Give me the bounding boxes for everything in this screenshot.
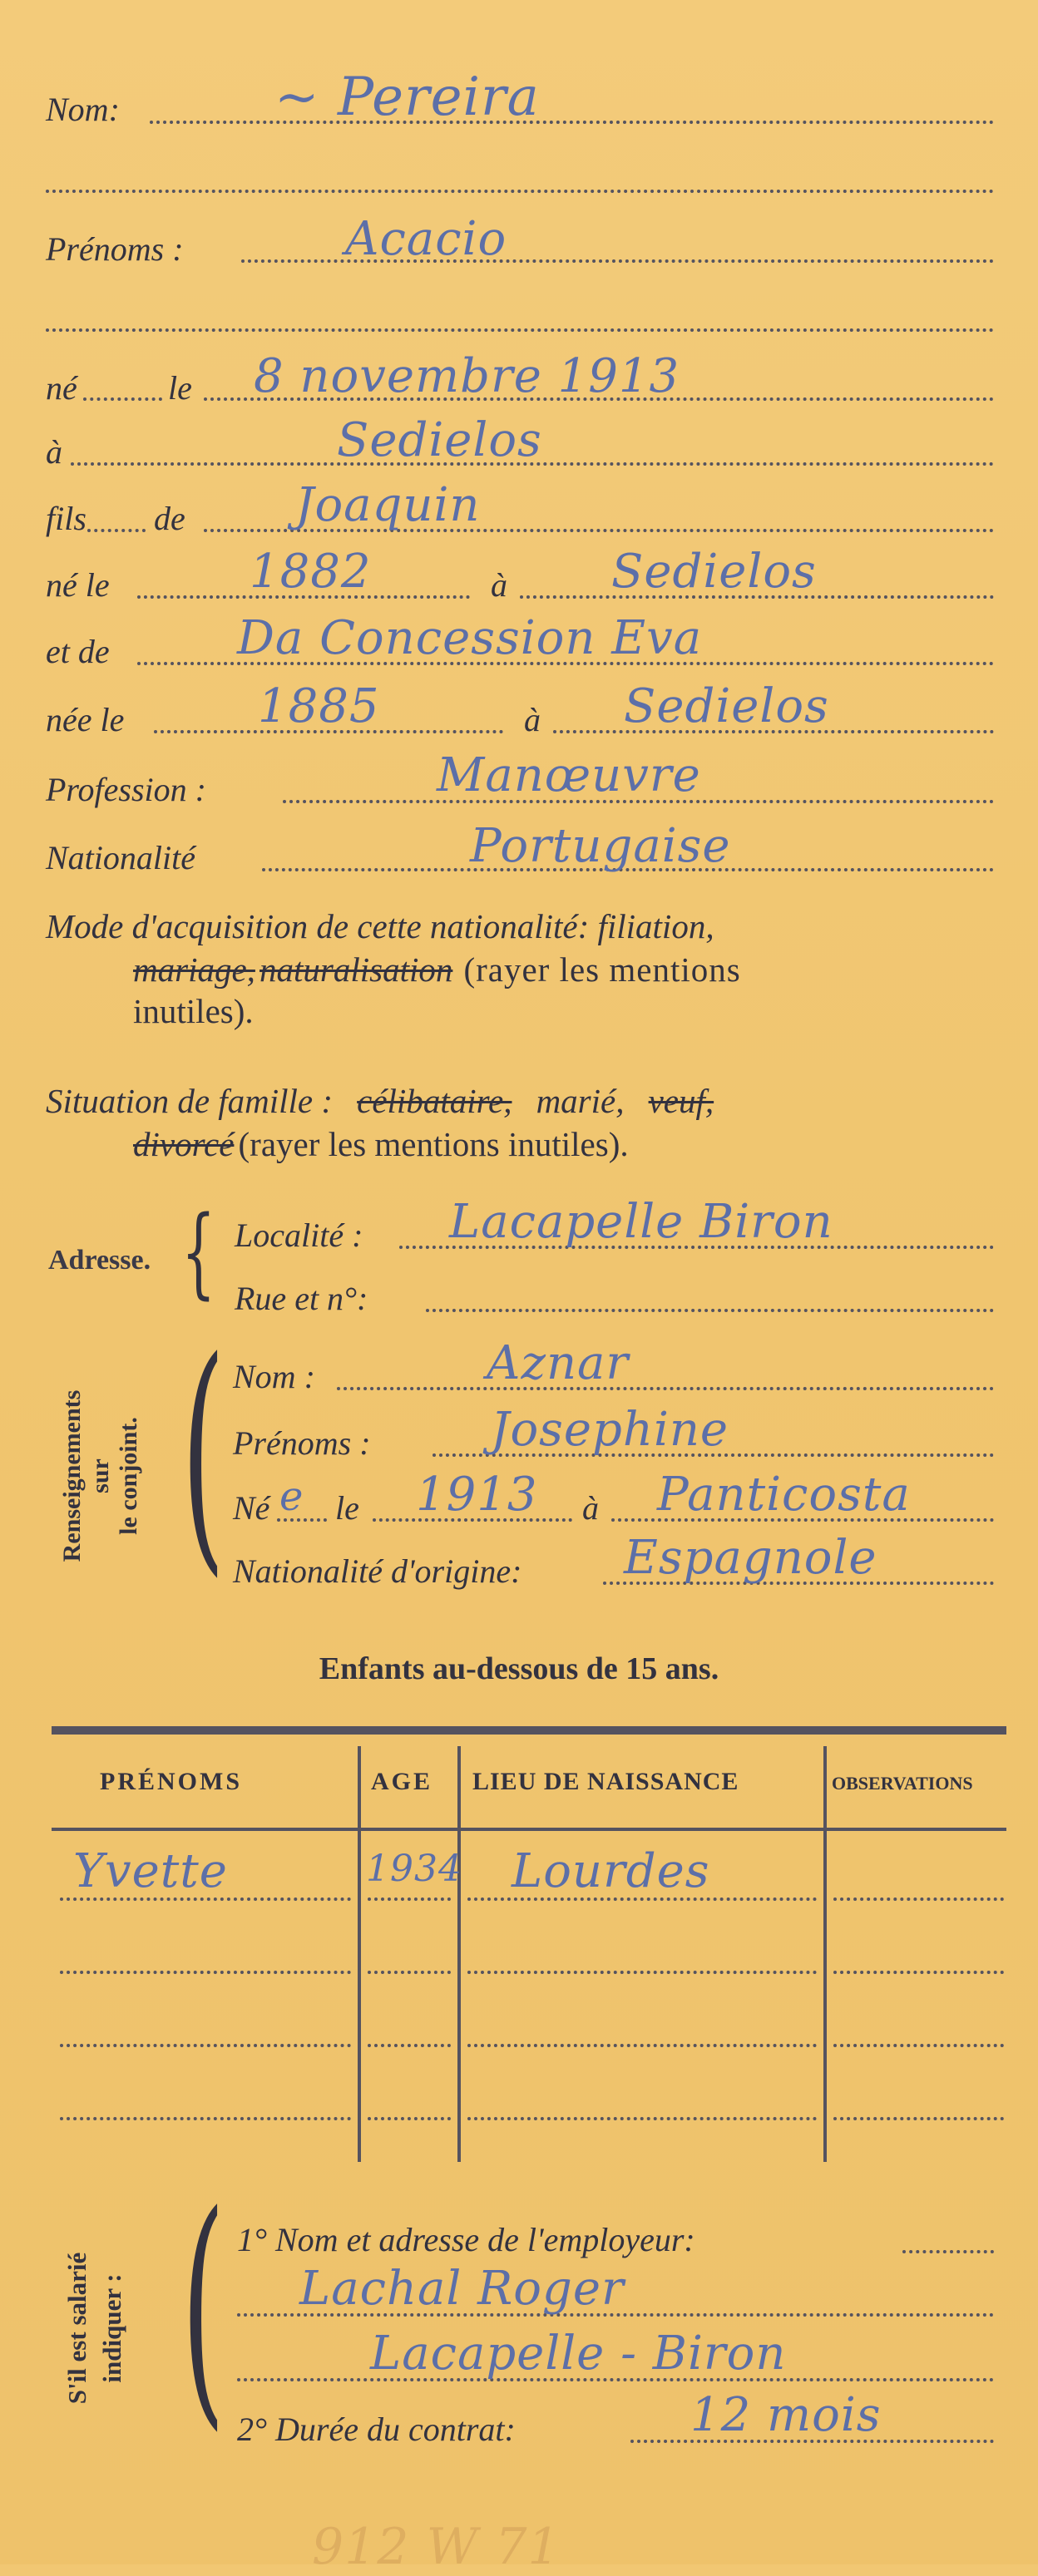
- prenoms-label: Prénoms :: [46, 230, 184, 268]
- table-col-rule-1: [358, 1746, 361, 2162]
- salarie-side-label: [60, 2203, 130, 2453]
- conjoint-a-value: Panticosta: [657, 1468, 911, 1522]
- mere-nee-value: 1885: [258, 679, 380, 733]
- nom-dots-2: [46, 190, 994, 193]
- conjoint-prenoms-label: Prénoms :: [233, 1424, 371, 1462]
- th-age: AGE: [371, 1768, 433, 1795]
- enfant-prenom: Yvette: [73, 1844, 228, 1898]
- situation-divorce: divorcé: [133, 1125, 235, 1163]
- mere-a-value: Sedielos: [624, 679, 829, 733]
- conjoint-nom-value: Aznar: [487, 1336, 630, 1390]
- row3-dots-lieu: [467, 2044, 817, 2047]
- profession-value: Manœuvre: [437, 748, 701, 802]
- ne-le-label: le: [168, 369, 192, 407]
- conjoint-nom-label: Nom :: [233, 1358, 315, 1395]
- fils-value: Joaquin: [295, 478, 481, 532]
- enfants-title: Enfants au-dessous de 15 ans.: [319, 1651, 719, 1686]
- row2-dots-lieu: [467, 1971, 817, 1974]
- duree-label: 2° Durée du contrat:: [237, 2411, 516, 2448]
- a-value: Sedielos: [337, 413, 542, 467]
- pere-a-label: à: [491, 566, 507, 604]
- row4-dots-age: [368, 2117, 451, 2120]
- duree-value: 12 mois: [690, 2388, 882, 2442]
- row4-dots-prenom: [60, 2117, 351, 2120]
- situation-label: Situation de famille :: [46, 1082, 334, 1120]
- salarie-side-line2: indiquer :: [97, 2273, 126, 2383]
- conjoint-side-line3: le conjoint.: [115, 1417, 142, 1535]
- employeur-line1: Lachal Roger: [299, 2262, 625, 2316]
- fils-dots-a: [87, 529, 146, 532]
- mode-inutiles: inutiles).: [133, 992, 254, 1030]
- conjoint-prenoms-value: Josephine: [491, 1403, 729, 1457]
- prenoms-value: Acacio: [345, 212, 507, 266]
- table-col-rule-2: [457, 1746, 461, 2162]
- profession-label: Profession :: [46, 771, 206, 808]
- ne-dots-a: [83, 397, 162, 401]
- row4-dots-obs: [833, 2117, 1004, 2120]
- situation-famille: [46, 1081, 1002, 1164]
- nationalite-value: Portugaise: [470, 819, 731, 873]
- salarie-side-line1: S'il est salarié: [62, 2252, 91, 2405]
- nom-label: Nom:: [46, 91, 120, 128]
- table-col-rule-3: [823, 1746, 827, 2162]
- adresse-brace: {: [181, 1194, 216, 1309]
- pere-ne-value: 1882: [250, 545, 372, 599]
- ne-label: né: [46, 369, 77, 407]
- salarie-brace: (: [181, 2162, 225, 2452]
- conjoint-nom-dots: [337, 1387, 994, 1390]
- row4-dots-lieu: [467, 2117, 817, 2120]
- mere-nee-label: née le: [46, 701, 125, 738]
- enfant-lieu: Lourdes: [512, 1844, 710, 1898]
- prenoms-dots-2: [46, 328, 994, 332]
- pere-a-value: Sedielos: [611, 545, 817, 599]
- table-top-rule: [52, 1726, 1006, 1735]
- nom-value: ~ Pereira: [274, 67, 540, 128]
- situation-marie: marié,: [536, 1082, 625, 1120]
- employeur-line2: Lacapelle - Biron: [370, 2327, 787, 2381]
- situation-veuf: veuf,: [648, 1082, 714, 1120]
- mere-a-label: à: [524, 701, 541, 738]
- fils-de-label: de: [154, 500, 185, 537]
- situation-rayer: (rayer les mentions inutiles).: [238, 1125, 629, 1163]
- conjoint-nat-value: Espagnole: [624, 1531, 877, 1585]
- employeur-label: 1° Nom et adresse de l'employeur:: [237, 2221, 695, 2258]
- conjoint-a-label: à: [582, 1489, 599, 1527]
- row1-dots-age: [368, 1897, 451, 1901]
- mode-line2: [46, 950, 1002, 989]
- pere-ne-label: né le: [46, 566, 110, 604]
- rue-dots: [426, 1309, 994, 1312]
- situation-celibataire: célibataire,: [357, 1082, 512, 1120]
- conjoint-nee-value: 1913: [416, 1468, 538, 1522]
- conjoint-nee-dots-a: [277, 1518, 327, 1522]
- th-lieu: LIEU DE NAISSANCE: [472, 1768, 739, 1795]
- mere-label: et de: [46, 633, 110, 670]
- conjoint-side-line2: sur: [86, 1458, 114, 1493]
- archive-cote: 912 W 71: [312, 2518, 561, 2576]
- conjoint-nat-label: Nationalité d'origine:: [233, 1552, 522, 1590]
- ne-value: 8 novembre 1913: [254, 349, 680, 403]
- th-prenoms: PRÉNOMS: [100, 1768, 242, 1795]
- localite-label: Localité :: [235, 1216, 363, 1254]
- mode-mariage: mariage,: [133, 950, 255, 989]
- row2-dots-prenom: [60, 1971, 351, 1974]
- mode-acquisition: [46, 906, 1002, 1031]
- conjoint-side-line1: Renseignements: [58, 1389, 86, 1562]
- mode-naturalisation: naturalisation: [260, 950, 453, 989]
- conjoint-brace: (: [181, 1308, 225, 1598]
- mode-rayer: (rayer les mentions: [463, 950, 741, 989]
- nationalite-label: Nationalité: [46, 839, 195, 876]
- row2-dots-obs: [833, 1971, 1004, 1974]
- mode-line1: Mode d'acquisition de cette nationalité: filiation,: [46, 907, 714, 945]
- conjoint-le-label: le: [335, 1489, 359, 1527]
- rue-label: Rue et n°:: [235, 1280, 368, 1317]
- th-observations: OBSERVATIONS: [832, 1773, 973, 1794]
- table-header-rule: [52, 1828, 1006, 1831]
- enfant-age: 1934: [366, 1848, 462, 1890]
- row1-dots-obs: [833, 1897, 1004, 1901]
- row3-dots-prenom: [60, 2044, 351, 2047]
- row3-dots-age: [368, 2044, 451, 2047]
- row2-dots-age: [368, 1971, 451, 1974]
- fils-label: fils: [46, 500, 86, 537]
- a-label: à: [46, 433, 62, 471]
- conjoint-side-label: [58, 1351, 143, 1601]
- adresse-label: Adresse.: [48, 1245, 151, 1276]
- employeur-dots-0: [902, 2250, 994, 2253]
- mere-value: Da Concession Eva: [237, 611, 703, 665]
- row3-dots-obs: [833, 2044, 1004, 2047]
- localite-value: Lacapelle Biron: [449, 1195, 833, 1249]
- conjoint-nee-label: Né: [233, 1489, 270, 1527]
- conjoint-nee-suffix: e: [279, 1473, 304, 1520]
